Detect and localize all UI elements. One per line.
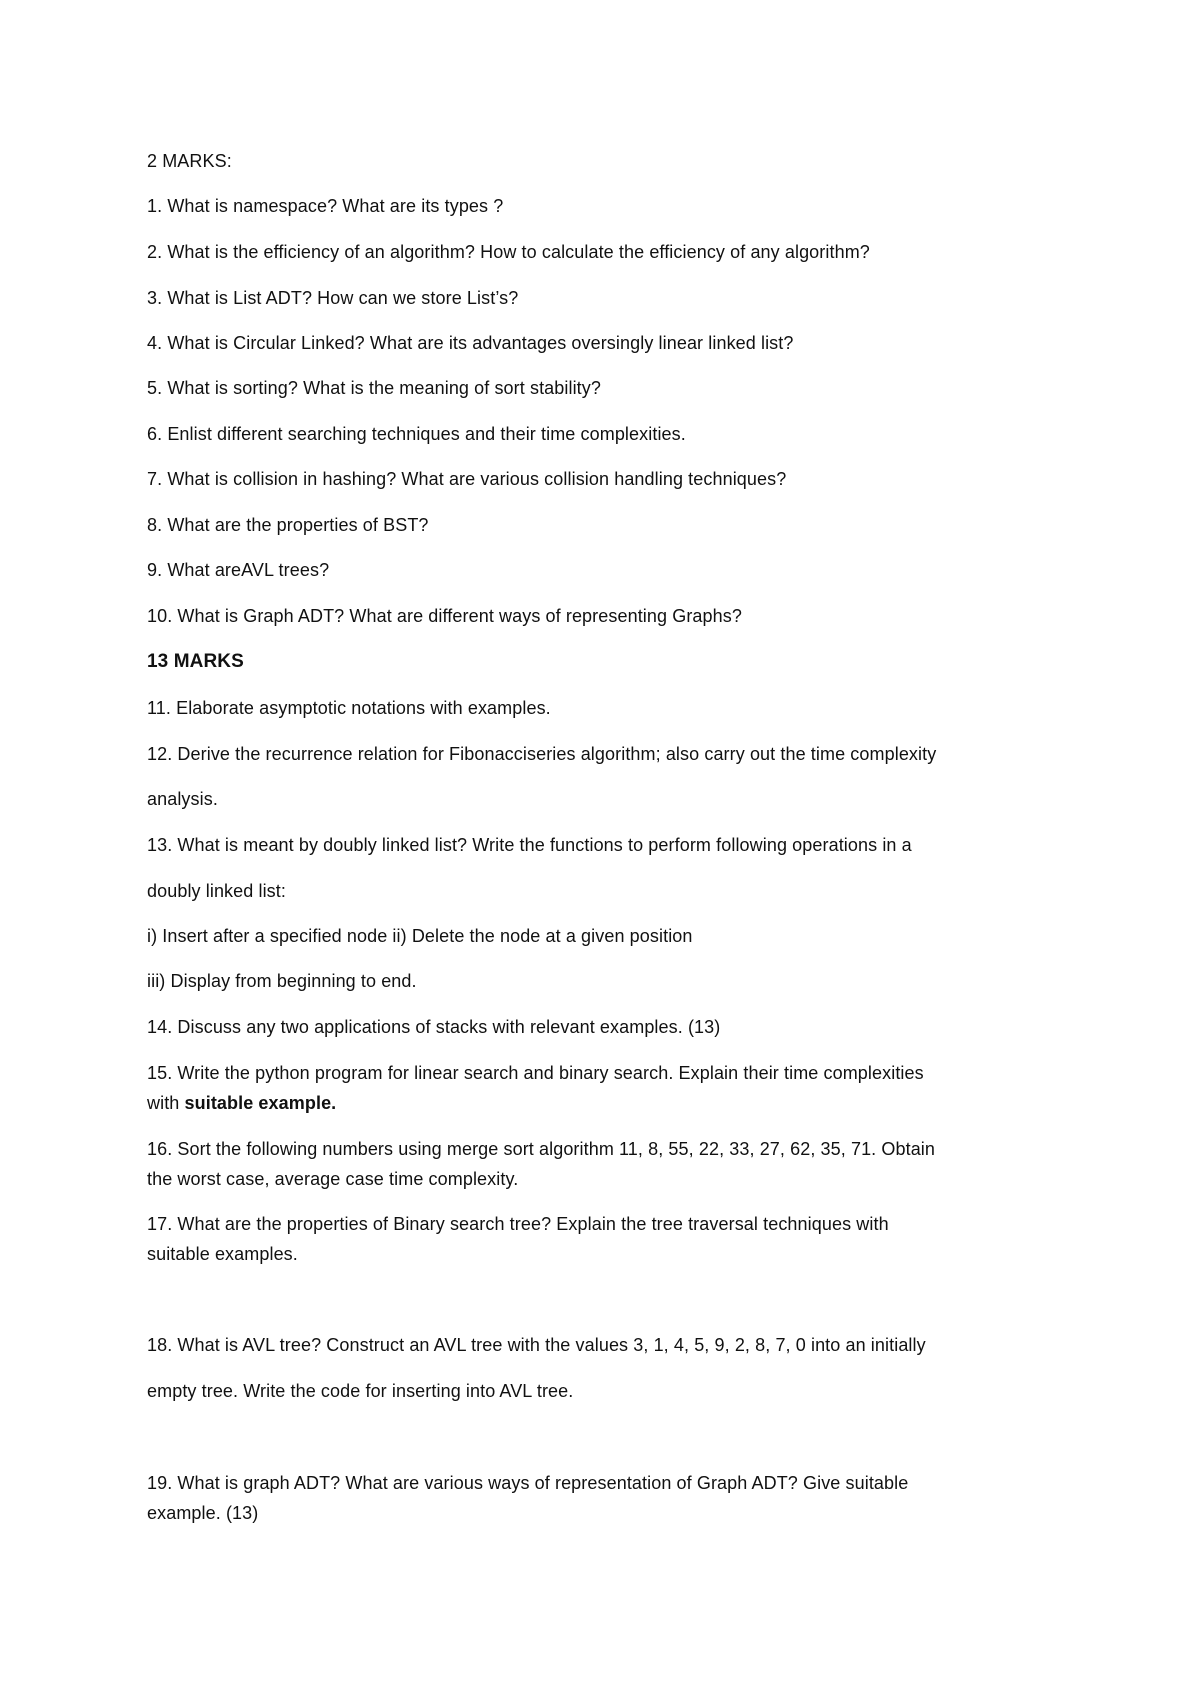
question-15-bold-text: suitable example. <box>184 1093 337 1113</box>
question-15-line-2 <box>147 1092 336 1114</box>
question-4: 4. What is Circular Linked? What are its advantages oversingly linear linked list? <box>147 333 794 353</box>
question-13-line-1: 13. What is meant by doubly linked list? Write the functions to perform following operations in a <box>147 835 912 855</box>
question-3: 3. What is List ADT? How can we store List’s? <box>147 288 519 308</box>
question-13-line-3: i) Insert after a specified node ii) Delete the node at a given position <box>147 926 693 946</box>
question-15-line-1: 15. Write the python program for linear search and binary search. Explain their time complexities <box>147 1063 924 1083</box>
question-18-line-2: empty tree. Write the code for inserting into AVL tree. <box>147 1381 574 1401</box>
question-16-line-2: the worst case, average case time complexity. <box>147 1169 519 1189</box>
question-2: 2. What is the efficiency of an algorithm? How to calculate the efficiency of any algorithm? <box>147 242 870 262</box>
question-19-line-2: example. (13) <box>147 1503 259 1523</box>
question-19-line-1: 19. What is graph ADT? What are various ways of representation of Graph ADT? Give suitable <box>147 1473 909 1493</box>
question-6: 6. Enlist different searching techniques and their time complexities. <box>147 424 686 444</box>
question-12-line-1: 12. Derive the recurrence relation for Fibonacciseries algorithm; also carry out the time complexity <box>147 744 937 764</box>
question-12-line-2: analysis. <box>147 789 218 809</box>
question-14: 14. Discuss any two applications of stacks with relevant examples. (13) <box>147 1017 721 1037</box>
question-7: 7. What is collision in hashing? What are various collision handling techniques? <box>147 469 787 489</box>
question-1: 1. What is namespace? What are its types ? <box>147 196 504 216</box>
question-13-line-4: iii) Display from beginning to end. <box>147 971 417 991</box>
question-11: 11. Elaborate asymptotic notations with examples. <box>147 698 551 718</box>
question-17-line-2: suitable examples. <box>147 1244 298 1264</box>
question-15-line-2-text: with <box>147 1093 185 1113</box>
section-heading-13-marks: 13 MARKS <box>147 651 244 672</box>
question-8: 8. What are the properties of BST? <box>147 515 429 535</box>
question-16-line-1: 16. Sort the following numbers using merge sort algorithm 11, 8, 55, 22, 33, 27, 62, 35, 71. Obtain <box>147 1139 936 1159</box>
question-13-line-2: doubly linked list: <box>147 881 286 901</box>
question-17-line-1: 17. What are the properties of Binary search tree? Explain the tree traversal techniques with <box>147 1214 889 1234</box>
question-5: 5. What is sorting? What is the meaning of sort stability? <box>147 378 601 398</box>
question-18-line-1: 18. What is AVL tree? Construct an AVL tree with the values 3, 1, 4, 5, 9, 2, 8, 7, 0 into an initially <box>147 1335 926 1355</box>
question-9: 9. What areAVL trees? <box>147 560 330 580</box>
question-10: 10. What is Graph ADT? What are different ways of representing Graphs? <box>147 606 742 626</box>
section-heading-2-marks: 2 MARKS: <box>147 151 232 171</box>
